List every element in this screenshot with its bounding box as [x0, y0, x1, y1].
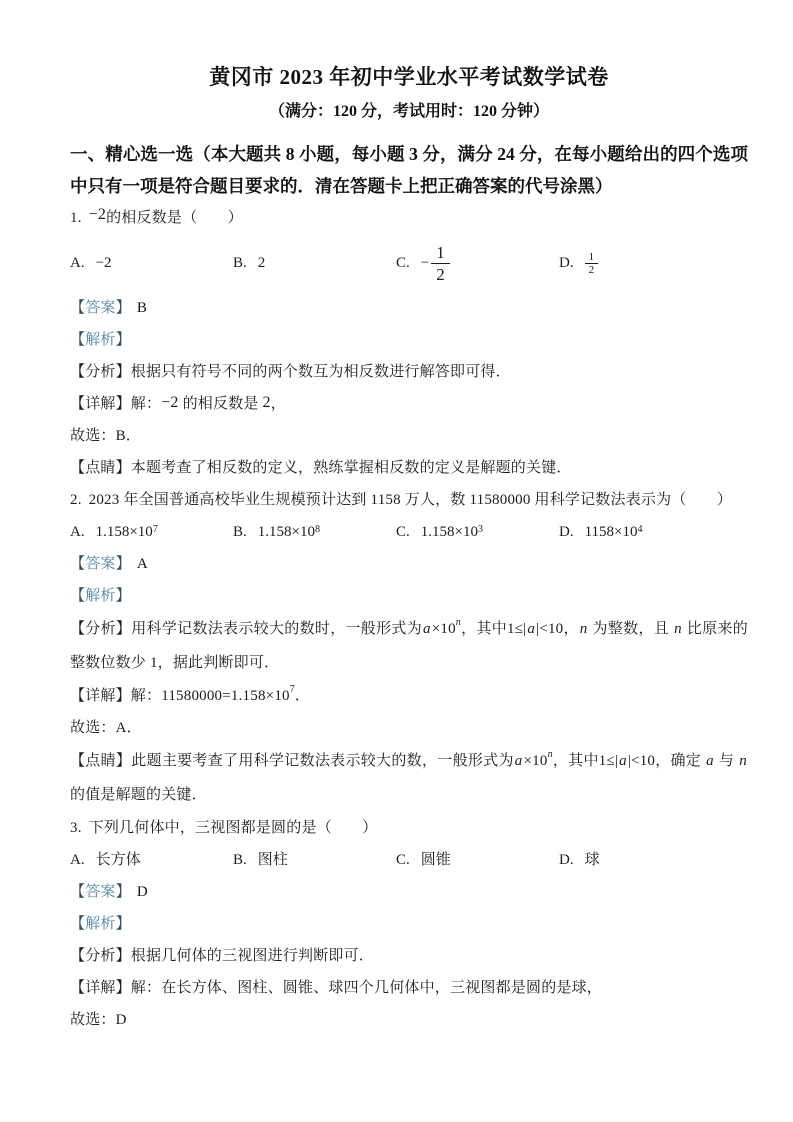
q1-option-a-value: −2 — [95, 255, 112, 271]
q3-answer-value: D — [136, 884, 148, 900]
q3-option-b — [233, 844, 396, 876]
fraction-denominator: 2 — [431, 263, 450, 285]
q1-option-a-label: A. — [70, 255, 85, 271]
q3-stem — [70, 812, 748, 844]
q3-option-d-label: D. — [559, 852, 574, 868]
q2-tip-line: 【点睛】此题主要考查了用科学记数法表示较大的数，一般形式为$a\times 10^n$，其中1≤|a|<10，确定 a 与 n 的值是解题的关键． — [70, 749, 747, 803]
q3-option-b-value: 图柱 — [257, 852, 288, 868]
fraction-numerator: 1 — [588, 250, 595, 263]
q2-option-a: A. 1.158×10 $^7$ — [70, 516, 233, 548]
jiexi-label: 解析 — [85, 588, 116, 604]
bracket-close: 】 — [115, 556, 131, 572]
q2-jiexi-line — [70, 580, 748, 612]
q3-option-c-value: 圆锥 — [420, 852, 451, 868]
q2-answer-value: A — [136, 556, 148, 572]
q2-analysis-line: 【分析】用科学记数法表示较大的数时，一般形式为$a\times 10^n$，其中1≤|a|<10，n 为整数，且 n 比原来的整数位数少 1，据此判断即可． — [70, 617, 748, 671]
q1-option-b — [233, 247, 396, 279]
q2-option-c-label: C. — [396, 524, 410, 540]
q2-choose-line: 故选：A． — [70, 720, 142, 736]
q1-option-d-label: D. — [559, 255, 574, 271]
q3-choose-line: 故选：D — [70, 1012, 127, 1028]
jiexi-label: 解析 — [85, 916, 116, 932]
q2-option-a-label: A. — [70, 524, 85, 540]
fraction-denominator: 2 — [585, 263, 599, 276]
q3-option-c — [396, 844, 559, 876]
q3-options — [70, 844, 748, 876]
jiexi-label: 解析 — [85, 332, 116, 348]
q3-option-a-label: A. — [70, 852, 85, 868]
bracket-open: 【 — [70, 588, 86, 604]
q2-option-d: D. 1158×10 $^4$ — [559, 516, 748, 548]
q2-detail-line: 【详解】解：$11580000=1.158\times 10^7$． — [70, 684, 311, 704]
q1-option-d-fraction — [585, 251, 599, 276]
q1-option-d — [559, 247, 748, 279]
q2-number: 2. — [70, 492, 82, 508]
q1-option-a — [70, 247, 233, 279]
exam-info-line: （满分：120 分，考试用时：120 分钟） — [268, 103, 549, 120]
bracket-close: 】 — [115, 916, 131, 932]
answer-label: 答案 — [85, 884, 116, 900]
q1-option-c-fraction — [431, 242, 450, 285]
q1-options — [70, 234, 748, 292]
page-title: 黄冈市 2023 年初中学业水平考试数学试卷 — [209, 65, 609, 89]
bracket-open: 【 — [70, 884, 86, 900]
q1-option-c-label: C. — [396, 255, 410, 271]
q2-stem-text: 2023 年全国普通高校毕业生规模预计达到 1158 万人，数 11580000 用科学记数法表示为（ ） — [88, 492, 733, 508]
q2-option-c-value: 1.158×10 — [420, 524, 478, 540]
q1-jiexi-line — [70, 324, 748, 356]
q2-option-d-value: 1158×10 — [584, 524, 638, 540]
q3-option-a — [70, 844, 233, 876]
q3-analysis-line: 【分析】根据几何体的三视图进行判断即可． — [70, 948, 375, 964]
q1-tip-line: 【点睛】本题考查了相反数的定义，熟练掌握相反数的定义是解题的关键． — [70, 460, 572, 476]
q3-answer-line — [70, 876, 748, 908]
bracket-open: 【 — [70, 916, 86, 932]
q1-option-c — [396, 242, 559, 285]
q2-option-a-value: 1.158×10 — [95, 524, 153, 540]
q3-number: 3. — [70, 820, 82, 836]
q1-detail-line: 【详解】解：−2 的相反数是 2， — [70, 394, 286, 412]
q3-option-d — [559, 844, 748, 876]
q1-analysis-line: 【分析】根据只有符号不同的两个数互为相反数进行解答即可得． — [70, 364, 511, 380]
bracket-close: 】 — [115, 588, 131, 604]
q1-stem-math: −2 — [88, 206, 107, 223]
q1-stem-text: 的相反数是（ ） — [106, 210, 243, 226]
q3-option-b-label: B. — [233, 852, 247, 868]
q1-answer-line — [70, 292, 748, 324]
q3-option-d-value: 球 — [584, 852, 600, 868]
q1-option-b-label: B. — [233, 255, 247, 271]
answer-label: 答案 — [85, 556, 116, 572]
bracket-open: 【 — [70, 300, 86, 316]
bracket-open: 【 — [70, 332, 86, 348]
q2-option-d-label: D. — [559, 524, 574, 540]
q3-stem-text: 下列几何体中，三视图都是圆的是（ ） — [88, 820, 378, 836]
fraction-numerator: 1 — [436, 242, 445, 262]
q2-options — [70, 516, 748, 548]
q1-number: 1. — [70, 210, 82, 226]
answer-label: 答案 — [85, 300, 116, 316]
q1-stem — [70, 202, 748, 234]
q2-option-c: C. 1.158×10 $^3$ — [396, 516, 559, 548]
q3-option-a-value: 长方体 — [95, 852, 141, 868]
section-heading: 一、精心选一选（本大题共 8 小题，每小题 3 分，满分 24 分，在每小题给出的四个选项中只有一项是符合题目要求的．清在答题卡上把正确答案的代号涂黑） — [70, 144, 748, 196]
q1-choose-line: 故选：B． — [70, 428, 142, 444]
bracket-close: 】 — [115, 332, 131, 348]
q2-stem — [70, 484, 748, 516]
bracket-close: 】 — [115, 300, 131, 316]
q3-detail-line: 【详解】解：在长方体、图柱、圆锥、球四个几何体中，三视图都是圆的是球， — [70, 980, 603, 996]
q2-answer-line — [70, 548, 748, 580]
bracket-open: 【 — [70, 556, 86, 572]
q2-option-b: B. 1.158×10 $^8$ — [233, 516, 396, 548]
q1-option-c-minus: − — [420, 255, 430, 271]
q1-option-b-value: 2 — [257, 255, 266, 271]
q3-option-c-label: C. — [396, 852, 410, 868]
q3-jiexi-line — [70, 908, 748, 940]
q2-option-b-label: B. — [233, 524, 247, 540]
q2-option-b-value: 1.158×10 — [257, 524, 315, 540]
q1-answer-value: B — [136, 300, 148, 316]
bracket-close: 】 — [115, 884, 131, 900]
